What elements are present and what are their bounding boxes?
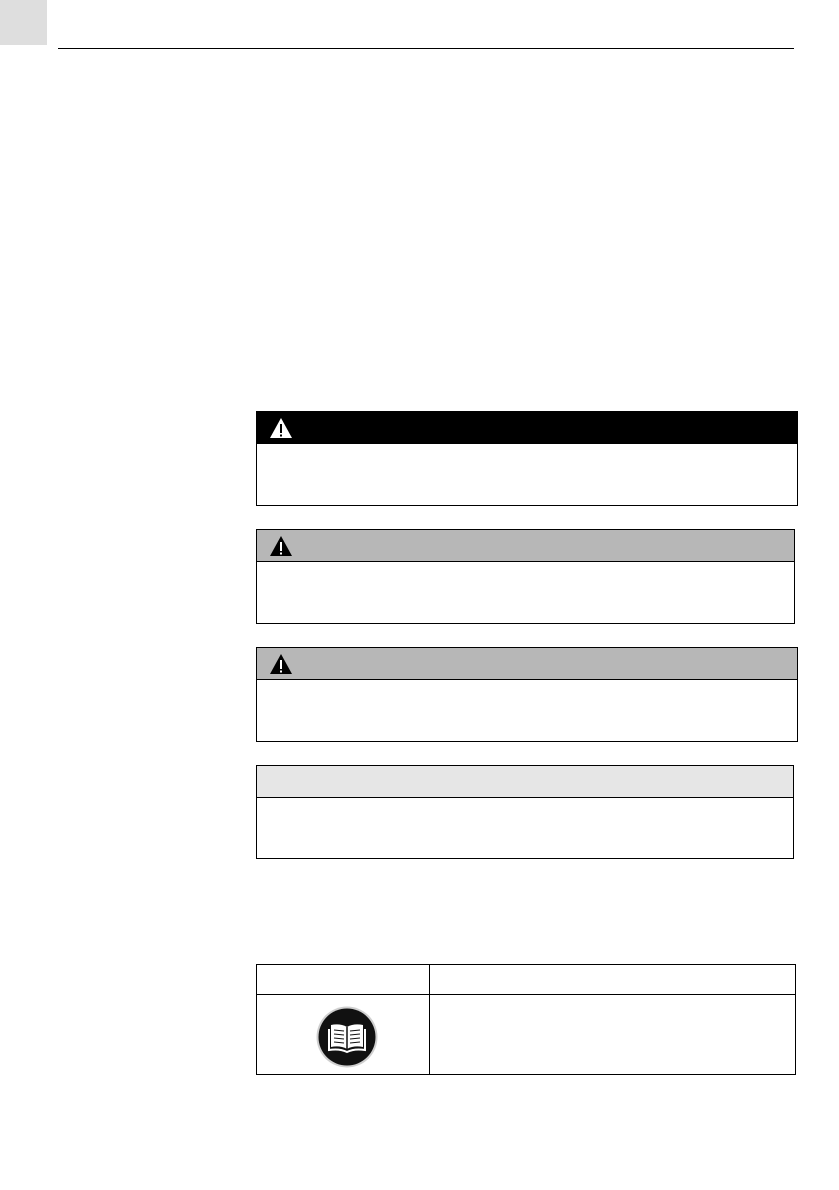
caution-notice — [256, 647, 798, 742]
note-notice — [256, 765, 794, 859]
page-corner-tab — [0, 0, 47, 45]
note-notice-bar — [257, 766, 793, 798]
table-header-meaning — [430, 965, 795, 994]
warning-notice — [256, 529, 795, 624]
table-header-divider — [257, 994, 795, 995]
symbol-table — [256, 964, 796, 1075]
read-manual-book-icon — [316, 1006, 378, 1068]
table-header-symbol — [257, 965, 429, 994]
header-rule — [58, 48, 794, 49]
warning-triangle-icon — [269, 535, 293, 557]
danger-notice — [256, 411, 798, 506]
warning-triangle-icon — [269, 653, 293, 675]
warning-notice-bar — [257, 530, 794, 562]
caution-notice-bar — [257, 648, 797, 680]
warning-triangle-icon — [269, 417, 293, 439]
danger-notice-bar — [257, 412, 797, 444]
